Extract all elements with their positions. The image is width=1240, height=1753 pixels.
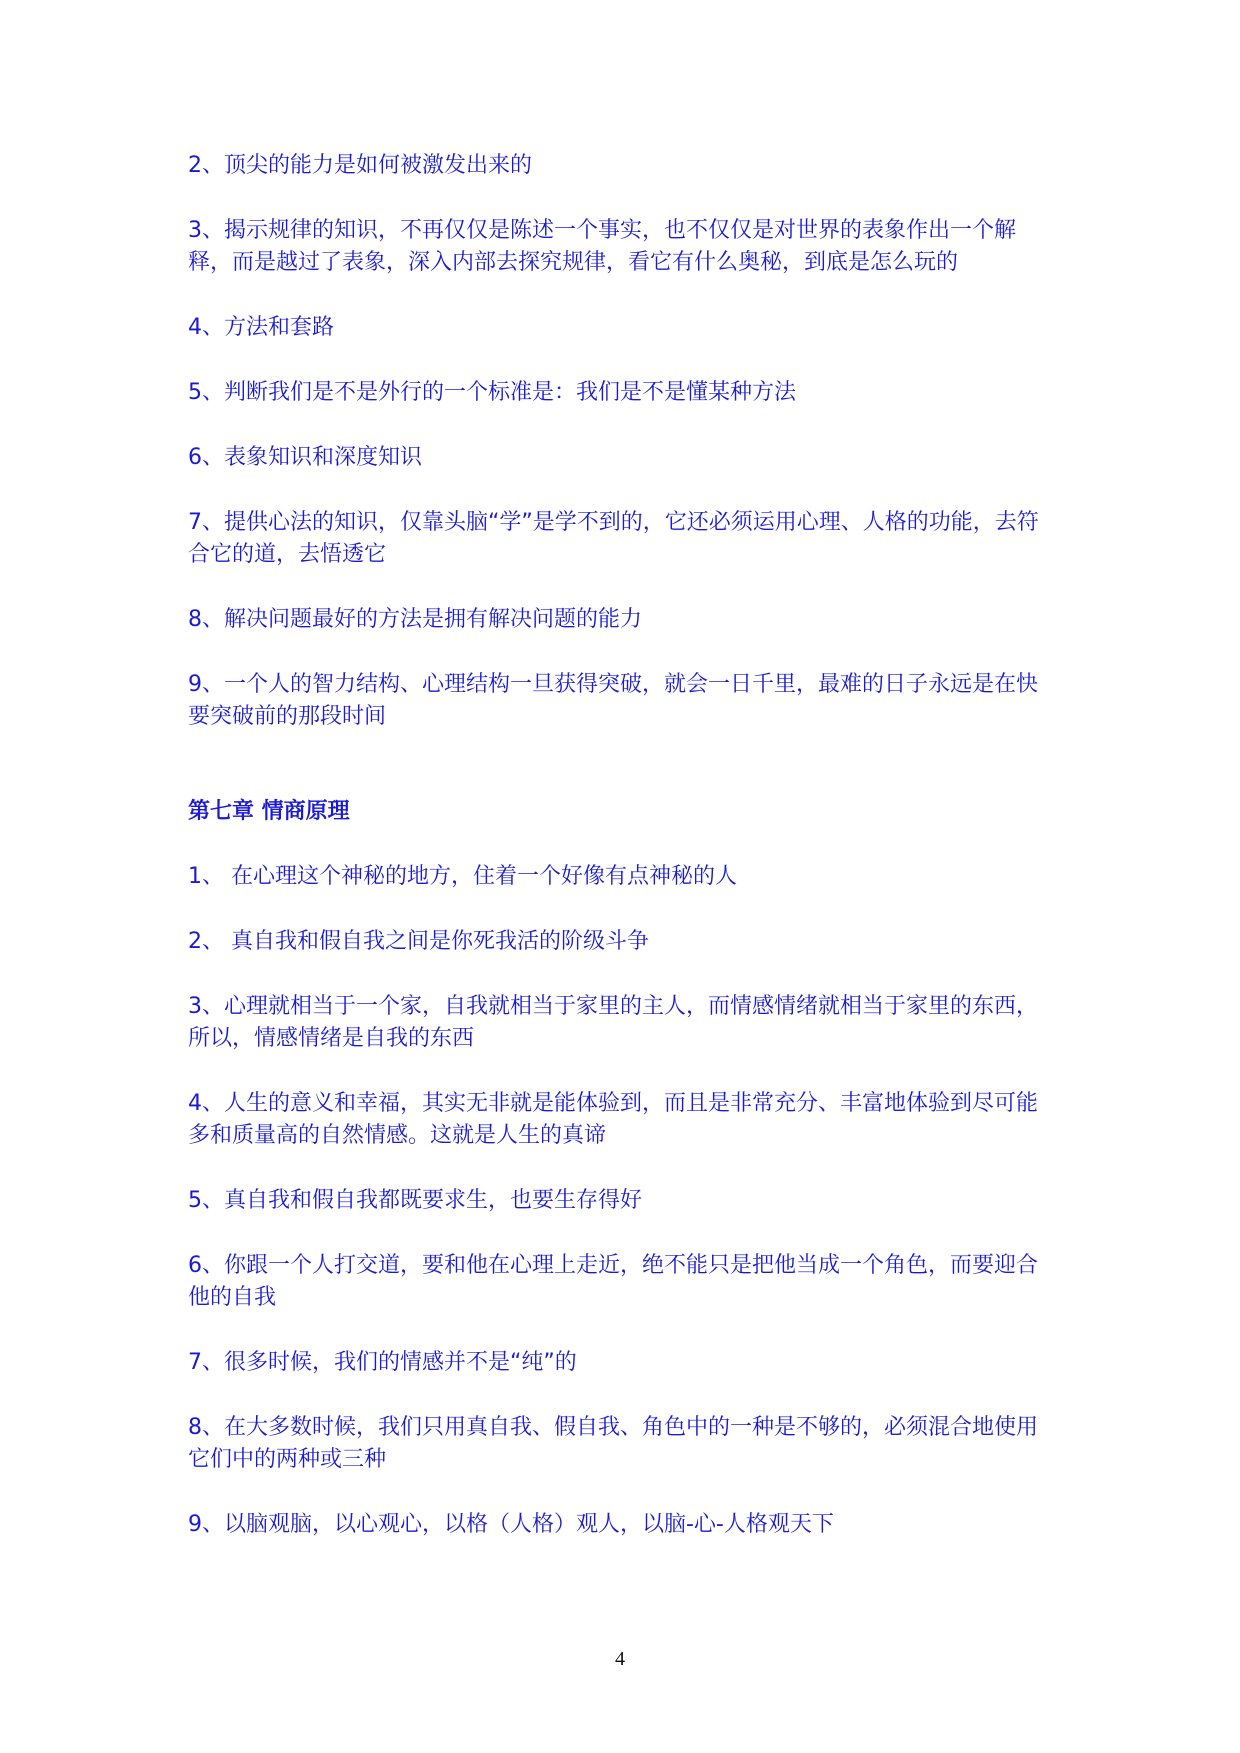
list-item: 3、揭示规律的知识，不再仅仅是陈述一个事实，也不仅仅是对世界的表象作出一个解释，而是越过了表象，深入内部去探究规律，看它有什么奥秘，到底是怎么玩的: [188, 218, 1016, 275]
list-item: 7、很多时候，我们的情感并不是“纯”的: [188, 1350, 577, 1375]
page-number: 4: [615, 1648, 625, 1670]
list-item: 9、一个人的智力结构、心理结构一旦获得突破，就会一日千里，最难的日子永远是在快要突破前的那段时间: [188, 672, 1038, 729]
list-item: 8、解决问题最好的方法是拥有解决问题的能力: [188, 607, 642, 632]
list-item: 2、顶尖的能力是如何被激发出来的: [188, 153, 532, 178]
list-item: 1、 在心理这个神秘的地方，住着一个好像有点神秘的人: [188, 864, 737, 889]
list-item: 5、判断我们是不是外行的一个标准是：我们是不是懂某种方法: [188, 380, 796, 405]
list-item: 6、表象知识和深度知识: [188, 445, 422, 470]
list-item: 4、方法和套路: [188, 315, 334, 340]
list-item: 6、你跟一个人打交道，要和他在心理上走近，绝不能只是把他当成一个角色，而要迎合他的自我: [188, 1253, 1038, 1310]
list-item: 7、提供心法的知识，仅靠头脑“学”是学不到的，它还必须运用心理、人格的功能，去符合它的道，去悟透它: [188, 510, 1039, 567]
chapter-heading: 第七章 情商原理: [188, 799, 350, 824]
list-item: 2、 真自我和假自我之间是你死我活的阶级斗争: [188, 929, 649, 954]
page-content: [188, 150, 1058, 1574]
list-item: 8、在大多数时候，我们只用真自我、假自我、角色中的一种是不够的，必须混合地使用它们中的两种或三种: [188, 1415, 1038, 1472]
list-item: 3、心理就相当于一个家，自我就相当于家里的主人，而情感情绪就相当于家里的东西，所以，情感情绪是自我的东西: [188, 994, 1038, 1051]
list-item: 9、以脑观脑，以心观心，以格（人格）观人，以脑-心-人格观天下: [188, 1512, 834, 1537]
list-item: 4、人生的意义和幸福，其实无非就是能体验到，而且是非常充分、丰富地体验到尽可能多和质量高的自然情感。这就是人生的真谛: [188, 1091, 1038, 1148]
list-item: 5、真自我和假自我都既要求生，也要生存得好: [188, 1188, 642, 1213]
